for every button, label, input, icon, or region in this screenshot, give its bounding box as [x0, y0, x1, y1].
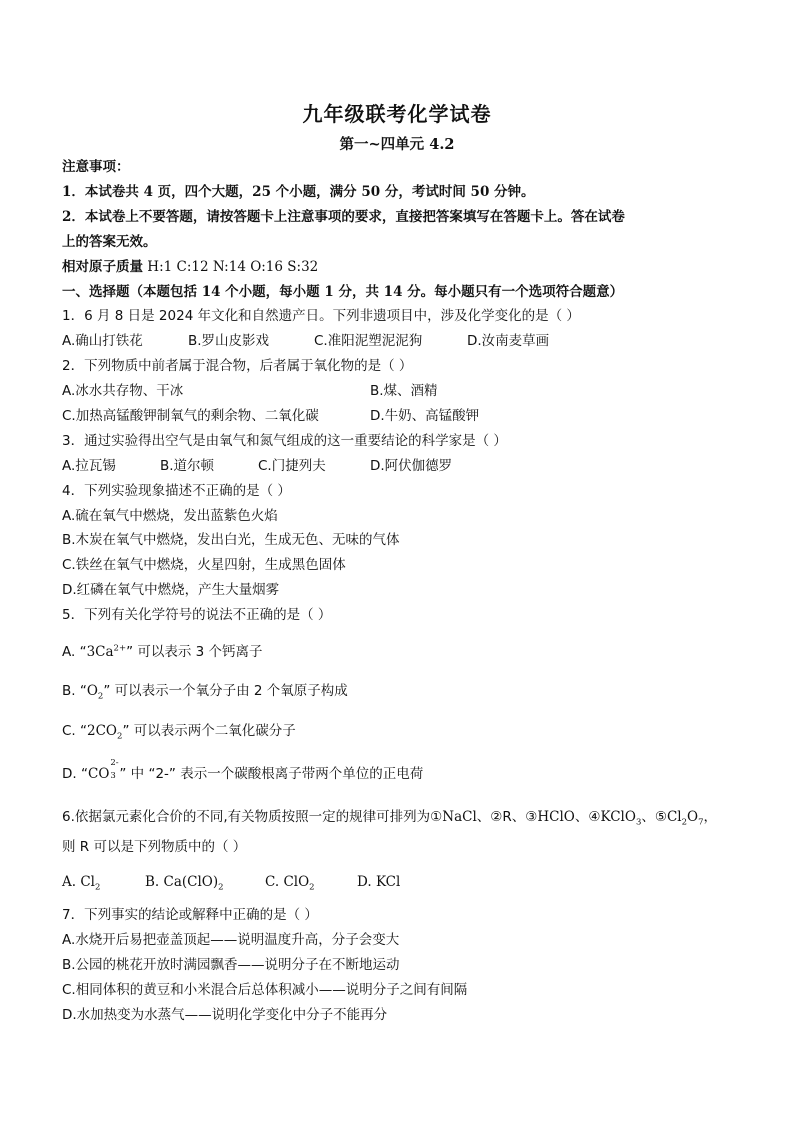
q6-option-b — [145, 873, 224, 891]
q5-d-text: ” 中 “2-” 表示一个碳酸根离子带两个单位的正电荷 — [119, 766, 424, 782]
q6-sub-7: Cl — [666, 809, 682, 825]
page-title: 九年级联考化学试卷 — [302, 102, 492, 126]
q6-stem-line-2: 则 R 可以是下列物质中的（ ） — [62, 839, 247, 855]
q7-stem: 7．下列事实的结论或解释中正确的是（ ） — [62, 907, 318, 923]
q6-b-subscript: 2 — [218, 882, 224, 893]
q6-a-label: A. — [62, 874, 77, 890]
notes-item-2: 2．本试卷上不要答题，请按答题卡上注意事项的要求，直接把答案填写在答题卡上。答在试卷 — [62, 209, 625, 225]
q6-stem — [62, 808, 717, 826]
q5-d-formula: CO — [87, 766, 110, 782]
q5-d-open-quote: D. “ — [62, 766, 88, 782]
q5-b-text: ” 可以表示一个氧分子由 2 个氧原子构成 — [103, 683, 348, 699]
q6-sep-2: 、②R、③ — [476, 809, 538, 825]
q7-option-b: B.公园的桃花开放时满园飘香——说明分子在不断地运动 — [62, 957, 400, 973]
q6-c-formula: ClO — [283, 874, 310, 890]
q6-option-d — [357, 873, 400, 891]
q6-end-comma: ， — [703, 809, 718, 825]
q5-a-text: ” 可以表示 3 个钙离子 — [126, 644, 263, 660]
q1-option-c: C.准阳泥塑泥泥狗 — [314, 333, 423, 349]
q5-option-a — [62, 643, 263, 661]
q5-d-scripts — [109, 758, 119, 781]
q3-option-c: C.门捷列夫 — [258, 458, 326, 474]
q4-option-d: D.红磷在氧气中燃烧，产生大量烟雾 — [62, 582, 280, 598]
q7-option-d: D.水加热变为水蒸气——说明化学变化中分子不能再分 — [62, 1007, 388, 1023]
q6-sep-4: 、④ — [574, 809, 601, 825]
q6-c-label: C. — [265, 874, 280, 890]
q4-option-b: B.木炭在氧气中燃烧，发出白光，生成无色、无味的气体 — [62, 532, 400, 548]
q6-a-subscript: 2 — [95, 882, 101, 893]
q5-a-formula: 3Ca — [86, 644, 114, 660]
q6-sub-5: KClO — [600, 809, 636, 825]
q3-option-d: D.阿伏伽德罗 — [370, 458, 453, 474]
atomic-mass-label: 相对原子质量 — [62, 259, 143, 275]
q2-option-a: A.冰水共存物、干冰 — [62, 383, 184, 399]
q4-option-a: A.硫在氧气中燃烧，发出蓝紫色火焰 — [62, 508, 278, 524]
q5-a-charge: 2+ — [113, 643, 127, 654]
q6-sub-7-oxygen: O — [687, 809, 699, 825]
q6-option-c — [265, 873, 315, 891]
q5-b-formula: O — [86, 683, 98, 699]
q1-option-a: A.确山打铁花 — [62, 333, 143, 349]
q6-d-formula: KCl — [375, 874, 401, 890]
q6-b-label: B. — [145, 874, 160, 890]
q7-option-c: C.相同体积的黄豆和小米混合后总体积减小——说明分子之间有间隔 — [62, 982, 468, 998]
atomic-mass-values: H:1 C:12 N:14 O:16 S:32 — [147, 259, 319, 275]
q5-option-b — [62, 682, 348, 700]
notes-item-1: 1．本试卷共 4 页，四个大题，25 个小题，满分 50 分，考试时间 50 分钟。 — [62, 184, 535, 200]
q6-option-a — [62, 873, 100, 891]
q5-c-subscript: 2 — [117, 731, 123, 742]
q5-b-open-quote: B. “ — [62, 683, 87, 699]
q6-c-subscript: 2 — [309, 882, 315, 893]
q2-option-b: B.煤、酒精 — [370, 383, 438, 399]
q3-option-b: B.道尔顿 — [160, 458, 215, 474]
q1-option-b: B.罗山皮影戏 — [188, 333, 270, 349]
page-subtitle: 第一~四单元 4.2 — [339, 136, 455, 153]
q2-stem: 2．下列物质中前者属于混合物，后者属于氧化物的是（ ） — [62, 358, 413, 374]
q6-sep-6: 、⑤ — [641, 809, 667, 825]
q6-stem-text: 6.依据氯元素化合价的不同,有关物质按照一定的规律可排列为① — [62, 809, 443, 825]
q5-option-d — [62, 758, 424, 783]
q5-d-subscript: 3 — [110, 771, 116, 781]
q6-d-label: D. — [357, 874, 372, 890]
notes-item-2-cont: 上的答案无效。 — [62, 234, 157, 250]
q6-sub-7-index-1: 2 — [681, 817, 688, 828]
q5-b-subscript: 2 — [97, 691, 104, 702]
q2-option-c: C.加热高锰酸钾制氧气的剩余物、二氧化碳 — [62, 408, 319, 424]
q4-option-c: C.铁丝在氧气中燃烧，火星四射，生成黑色固体 — [62, 557, 346, 573]
q6-sub-7-index-2: 7 — [698, 817, 704, 828]
q3-stem: 3．通过实验得出空气是由氧气和氮气组成的这一重要结论的科学家是（ ） — [62, 433, 507, 449]
atomic-mass-line — [62, 258, 318, 276]
q6-a-formula: Cl — [80, 874, 95, 890]
q5-option-c — [62, 722, 296, 740]
q1-option-d: D.汝南麦草画 — [467, 333, 550, 349]
q5-a-open-quote: A. “ — [62, 644, 87, 660]
q6-sub-1: NaCl — [442, 809, 477, 825]
q6-b-formula: Ca(ClO) — [163, 874, 219, 890]
q5-d-charge: 2- — [110, 758, 119, 768]
q1-stem: 1．6 月 8 日是 2024 年文化和自然遗产日。下列非遗项目中，涉及化学变化的是（ ） — [62, 308, 580, 324]
q7-option-a: A.水烧开后易把壶盖顶起——说明温度升高，分子会变大 — [62, 932, 400, 948]
q5-stem: 5．下列有关化学符号的说法不正确的是（ ） — [62, 607, 332, 623]
section-1-heading: 一、选择题（本题包括 14 个小题，每小题 1 分，共 14 分。每小题只有一个选项符合题意） — [62, 284, 624, 300]
notes-heading: 注意事项： — [62, 159, 130, 175]
q6-sub-3: HClO — [537, 809, 575, 825]
q6-sub-5-index: 3 — [635, 817, 642, 828]
q3-option-a: A.拉瓦锡 — [62, 458, 116, 474]
q5-c-open-quote: C. “ — [62, 723, 88, 739]
q4-stem: 4．下列实验现象描述不正确的是（ ） — [62, 483, 291, 499]
q5-c-formula: 2CO — [87, 723, 118, 739]
q5-c-text: ” 可以表示两个二氧化碳分子 — [122, 723, 296, 739]
q2-option-d: D.牛奶、高锰酸钾 — [370, 408, 480, 424]
